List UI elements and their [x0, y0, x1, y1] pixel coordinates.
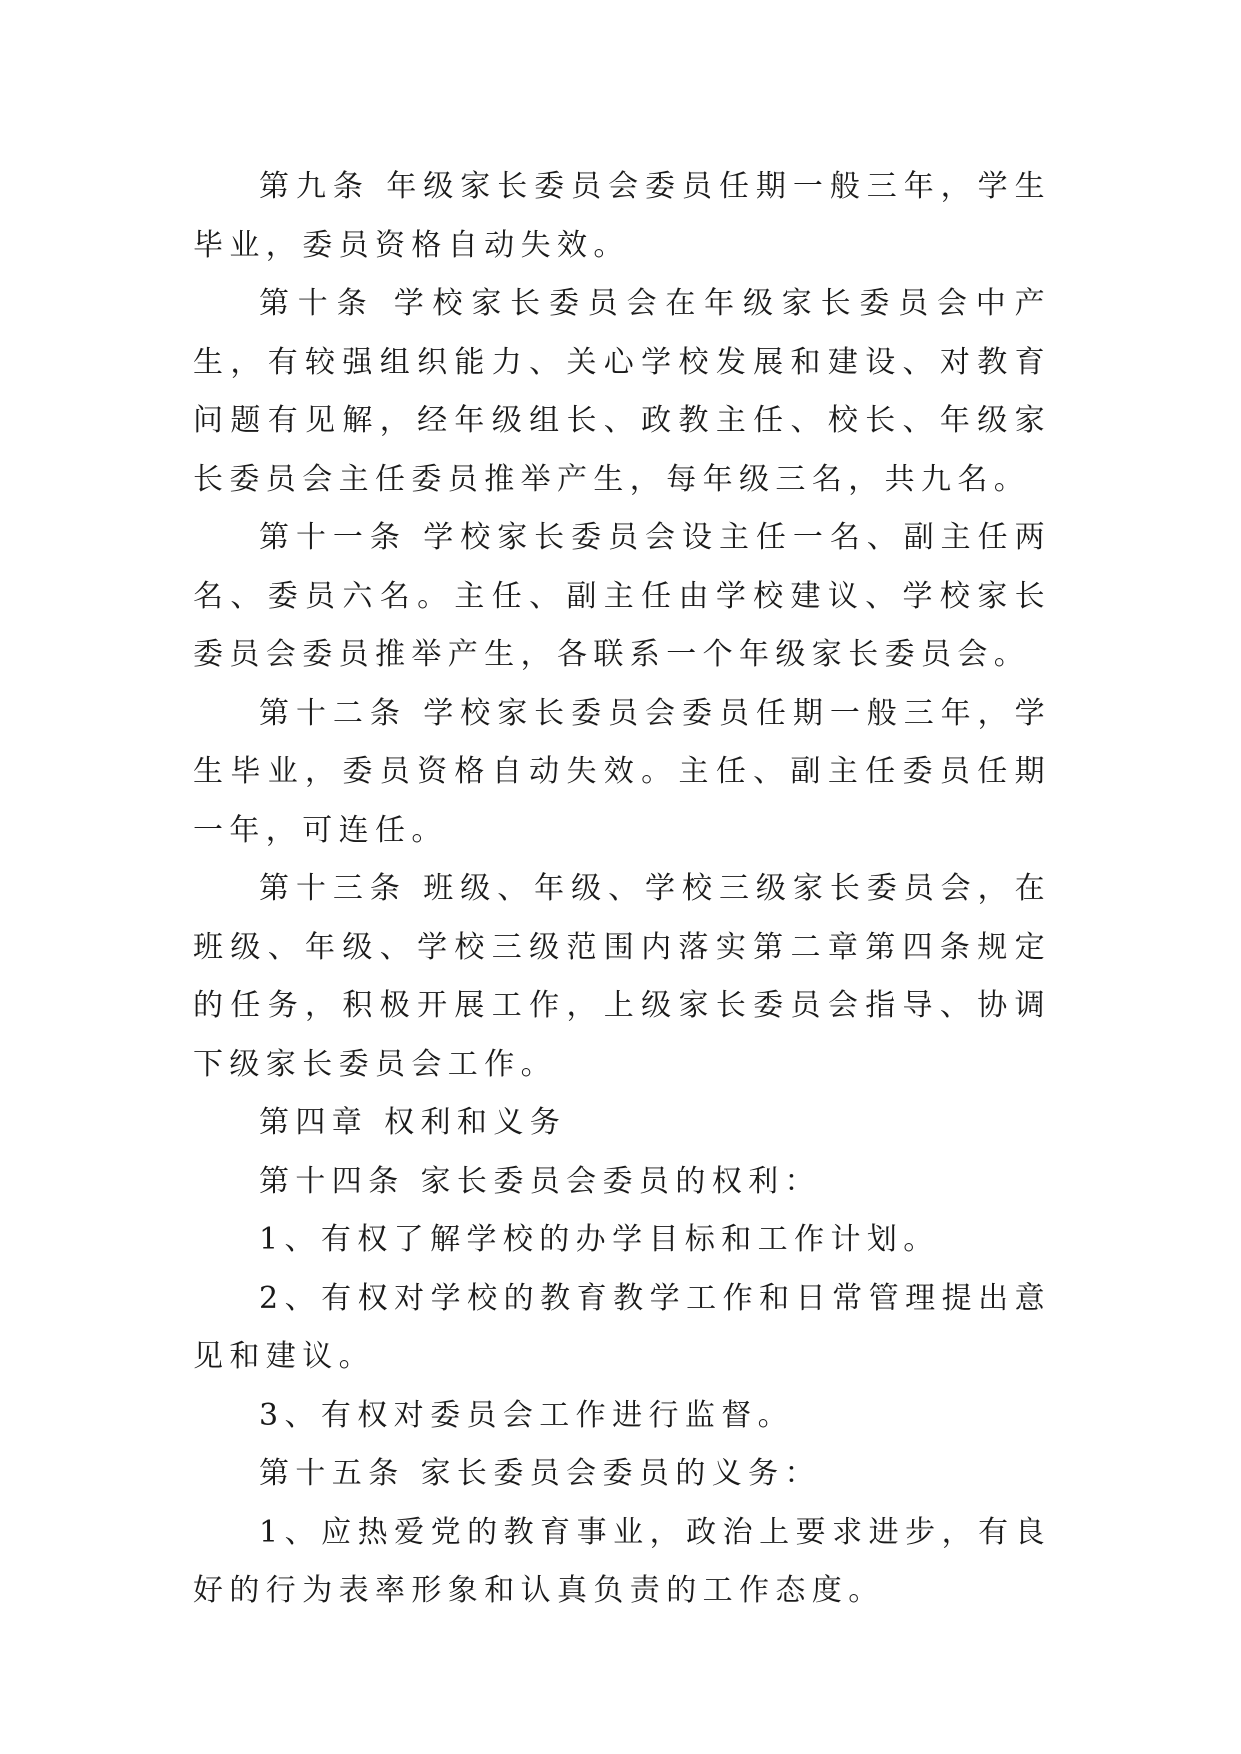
article-14-item-3: 3、有权对委员会工作进行监督。 — [259, 1397, 795, 1433]
chapter-4-heading: 第四章 权利和义务 — [259, 1105, 567, 1140]
article-12: 第十二条 学校家长委员会委员任期一般三年，学生毕业，委员资格自动失效。主任、副主任委员任期一年，可连任。 — [193, 695, 1051, 848]
article-14: 第十四条 家长委员会委员的权利： — [259, 1163, 821, 1199]
article-15: 第十五条 家长委员会委员的义务： — [259, 1456, 821, 1491]
article-13: 第十三条 班级、年级、学校三级家长委员会，在班级、年级、学校三级范围内落实第二章第四条规定的任务，积极开展工作，上级家长委员会指导、协调下级家长委员会工作。 — [193, 871, 1051, 1082]
article-10: 第十条 学校家长委员会在年级家长委员会中产生，有较强组织能力、关心学校发展和建设、对教育问题有见解，经年级组长、政教主任、校长、年级家长委员会主任委员推举产生，每年级三名，共九名。 — [193, 286, 1051, 497]
article-11: 第十一条 学校家长委员会设主任一名、副主任两名、委员六名。主任、副主任由学校建议、学校家长委员会委员推举产生，各联系一个年级家长委员会。 — [193, 520, 1051, 672]
article-14-item-1: 1、有权了解学校的办学目标和工作计划。 — [259, 1222, 940, 1257]
article-14-item-2: 2、有权对学校的教育教学工作和日常管理提出意见和建议。 — [193, 1280, 1051, 1374]
article-9: 第九条 年级家长委员会委员任期一般三年，学生毕业，委员资格自动失效。 — [193, 169, 1051, 263]
article-15-item-1: 1、应热爱党的教育事业，政治上要求进步，有良好的行为表率形象和认真负责的工作态度。 — [193, 1514, 1051, 1608]
document-body — [193, 158, 1051, 1621]
